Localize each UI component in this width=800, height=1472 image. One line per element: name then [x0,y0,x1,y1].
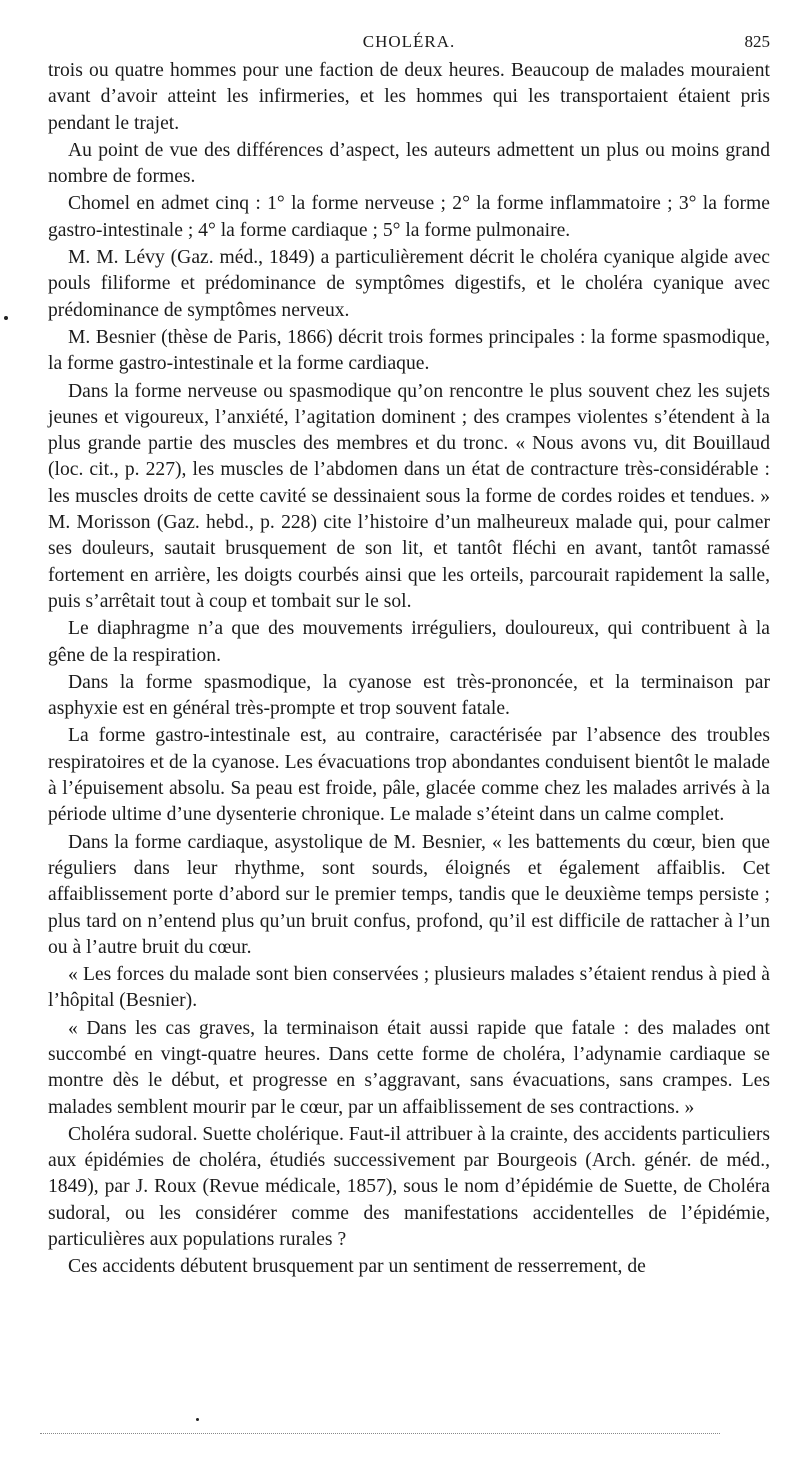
page-number: 825 [744,32,770,51]
paragraph-spasmodic: Dans la forme spasmodique, la cyanose est très-prononcée, et la terminaison par asphyxie est en général très-prompte et trop souvent fatale. [48,671,770,720]
paragraph-grave-cases: « Dans les cas graves, la terminaison était aussi rapide que fatale : des malades ont succombé en vingt-quatre heures. Dans cette forme de choléra, l’adynamie cardiaque se montre dès le début, et progresse en s’aggravant, sans évacuations, sans crampes. Les malades semblent mourir par le cœur, par un affaiblissement de ses contractions. » [48,1017,770,1118]
running-title: CHOLÉRA. [362,32,456,51]
paragraph-cardiac: Dans la forme cardiaque, asystolique de M. Besnier, « les battements du cœur, bien que réguliers dans leur rhythme, sont sourds, éloignés et également affaiblis. Cet affaiblissement porte d’abord sur le premier temps, tandis que le deuxième temps persiste ; plus tard on n’entend plus qu’un bruit confus, profond, qu’il est difficile de rattacher à l’un ou à l’autre bruit du cœur. [48,831,770,958]
page-header [48,28,770,58]
paragraph-chomel: Chomel en admet cinq : 1° la forme nerveuse ; 2° la forme inflammatoire ; 3° la forme gastro-intestinale ; 4° la forme cardiaque ; 5° la forme pulmonaire. [48,193,770,241]
print-speck [4,316,8,320]
paragraph-cholera-sudoral: Choléra sudoral. Suette cholérique. Faut-il attribuer à la crainte, des accidents particuliers aux épidémies de choléra, étudiés successivement par Bourgeois (Arch. génér. de méd., 1849), par J. Roux (Revue médicale, 1857), sous le nom d’épidémie de Suette, de Choléra sudoral, ou les considérer comme des manifestations accidentelles de l’épidémie, particulières aux populations rurales ? [48,1123,770,1251]
paragraph-continuation: trois ou quatre hommes pour une faction de deux heures. Beaucoup de malades mouraient avant d’avoir atteint les infirmeries, et les hommes qui les transportaient étaient pris pendant le trajet. [48,60,770,134]
paragraph-besnier: M. Besnier (thèse de Paris, 1866) décrit trois formes principales : la forme spasmodique, la forme gastro-intestinale et la forme cardiaque. [48,326,770,375]
paragraph-forces: « Les forces du malade sont bien conservées ; plusieurs malades s’étaient rendus à pied à l’hôpital (Besnier). [48,964,770,1012]
paragraph-forms-intro: Au point de vue des différences d’aspect, les auteurs admettent un plus ou moins grand nombre de formes. [48,139,770,188]
paragraph-levy: M. M. Lévy (Gaz. méd., 1849) a particulièrement décrit le choléra cyanique algide avec pouls filiforme et prédominance de symptômes digestifs, et le choléra cyanique avec prédominance de symptômes nerveux. [48,247,770,321]
book-page [48,28,770,1281]
footer-rule [40,1433,720,1434]
paragraph-nervous-form: Dans la forme nerveuse ou spasmodique qu’on rencontre le plus souvent chez les sujets jeunes et vigoureux, l’anxiété, l’agitation dominent ; des crampes violentes s’étendent à la plus grande partie des muscles des membres et du tronc. « Nous avons vu, dit Bouillaud (loc. cit., p. 227), les muscles de l’abdomen dans un état de contracture très-considérable : les muscles droits de cette cavité se dessinaient sous la forme de cordes roides et tendues. » M. Morisson (Gaz. hebd., p. 228) cite l’histoire d’un malheureux malade qui, pour calmer ses douleurs, sautait brusquement de son lit, et tantôt fléchi en avant, tantôt ramassé fortement en arrière, les doigts courbés ainsi que les orteils, parcourait rapidement la salle, puis s’arrêtait tout à coup et tombait sur le sol. [48,380,770,612]
paragraph-gastro-intestinal: La forme gastro-intestinale est, au contraire, caractérisée par l’absence des troubles respiratoires et de la cyanose. Les évacuations trop abondantes conduisent bientôt le malade à l’épuisement absolu. Sa peau est froide, pâle, glacée comme chez les malades arrivés à la période ultime d’une dysenterie chronique. Le malade s’éteint dans un calme complet. [48,725,770,826]
print-speck [196,1418,199,1421]
paragraph-diaphragm: Le diaphragme n’a que des mouvements irréguliers, douloureux, qui contribuent à la gêne de la respiration. [48,618,770,666]
page-body [48,58,770,1281]
paragraph-accidents: Ces accidents débutent brusquement par un sentiment de resserrement, de [68,1256,646,1278]
